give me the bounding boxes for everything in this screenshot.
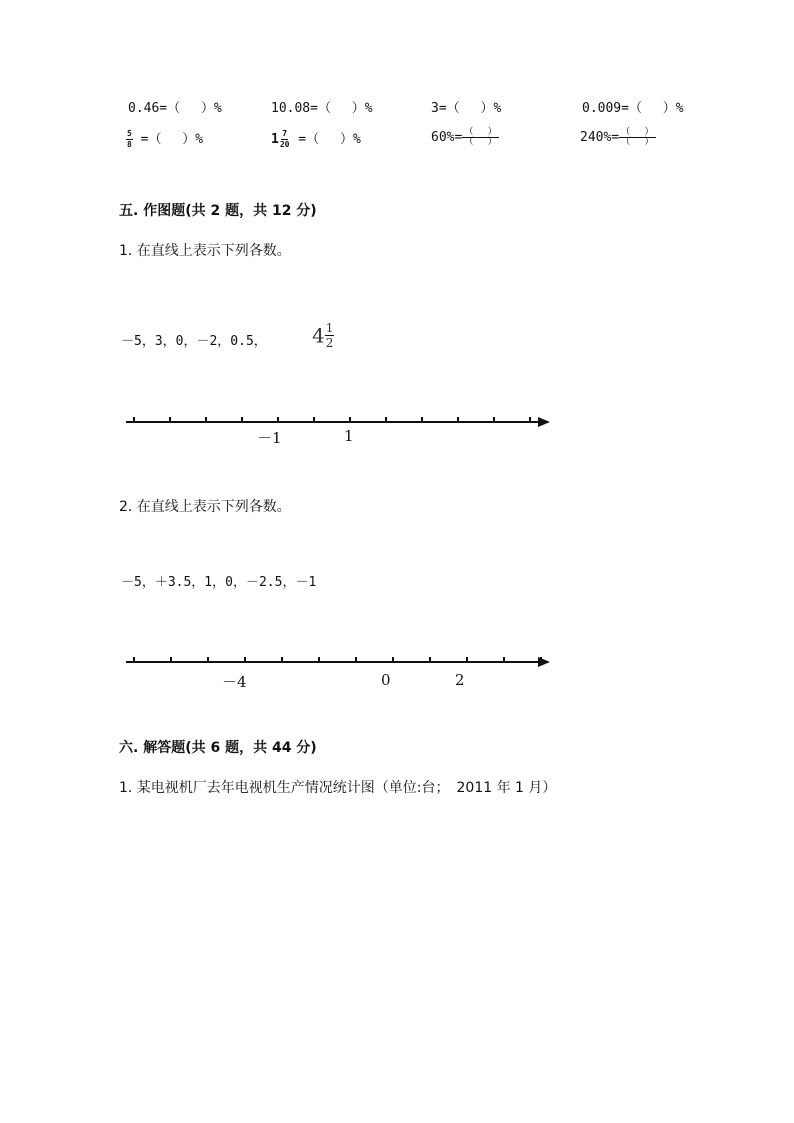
conversion-blank: =（ ）% [140, 132, 204, 147]
mixed-number [312, 322, 334, 349]
mixed-whole: 4 [312, 323, 325, 348]
fraction-denominator: （ ） [621, 137, 654, 147]
arrow-icon [538, 417, 550, 427]
fraction-numerator: 7 [282, 129, 288, 138]
conversion-item [271, 128, 361, 149]
tick-label: －4 [222, 673, 247, 691]
number-list-text: －5，3，0，－2，0.5， [121, 334, 267, 349]
conversion-item [431, 128, 499, 147]
section-title: 六. 解答题(共 6 题，共 44 分) [119, 740, 317, 756]
fraction [325, 322, 335, 349]
number-line-2 [120, 650, 560, 674]
fraction [279, 130, 291, 149]
fraction-numerator: 1 [325, 321, 334, 335]
question-prompt: 1. 某电视机厂去年电视机生产情况统计图（单位:台； 2011 年 1 月） [119, 780, 557, 796]
tick-label: 2 [455, 671, 465, 689]
tick-label: 1 [344, 427, 354, 445]
conversion-item: 0.009=（ ）% [582, 101, 684, 116]
conversion-item: 3=（ ）% [431, 101, 502, 116]
fraction-denominator: （ ） [464, 137, 497, 147]
conversion-item [580, 128, 656, 147]
conversion-lhs: 240%= [580, 130, 620, 145]
fraction-numerator: （ ） [621, 127, 654, 137]
mixed-whole: 1 [271, 132, 279, 147]
number-list [121, 571, 316, 590]
number-line-1 [120, 410, 560, 434]
fraction-blank [619, 128, 655, 147]
conversion-lhs: 60%= [431, 130, 463, 145]
question-prompt: 1. 在直线上表示下列各数。 [119, 243, 291, 259]
conversion-blank: =（ ）% [298, 132, 361, 147]
conversion-item: 10.08=（ ）% [271, 101, 373, 116]
arrow-icon [538, 657, 550, 667]
fraction-blank [462, 128, 498, 147]
fraction-numerator: 5 [127, 129, 132, 138]
fraction [126, 130, 133, 149]
tick-label: 0 [381, 671, 391, 689]
fraction-denominator: 20 [279, 140, 290, 149]
question-prompt: 2. 在直线上表示下列各数。 [119, 499, 291, 515]
number-list [121, 330, 267, 349]
section-title: 五. 作图题(共 2 题，共 12 分) [119, 203, 317, 219]
conversion-item [126, 128, 203, 149]
fraction-denominator: 8 [127, 140, 132, 149]
number-list-text: －5，＋3.5，1，0，－2.5，－1 [121, 575, 317, 590]
tick-label: －1 [257, 429, 282, 447]
fraction-denominator: 2 [325, 336, 334, 350]
conversion-item: 0.46=（ ）% [128, 101, 222, 116]
fraction-numerator: （ ） [464, 127, 497, 137]
